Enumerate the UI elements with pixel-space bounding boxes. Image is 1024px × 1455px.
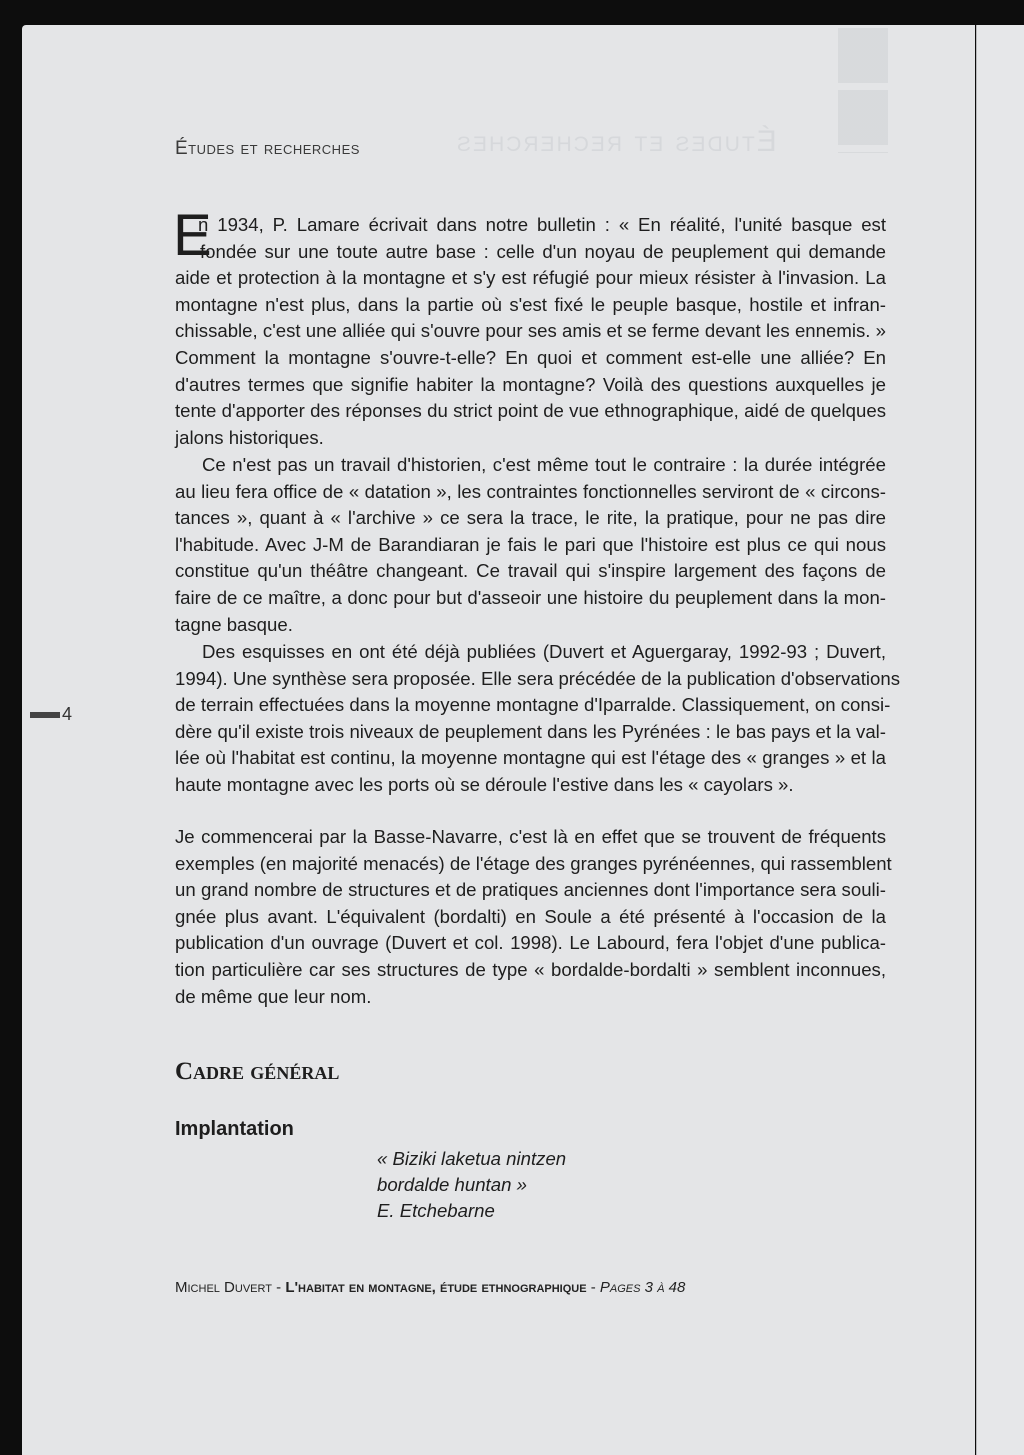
text-line: aide et protection à la montagne et s'y est réfugié pour mieux résister à l'invasion. La (175, 267, 886, 289)
epigraph-line: « Biziki laketua nintzen (377, 1148, 567, 1169)
text-line: au lieu fera office de « datation », les contraintes fonctionnelles serviront de « circons- (175, 480, 886, 502)
text-line: 1994). Une synthèse sera proposée. Elle sera précédée de la publication d'observations (175, 667, 901, 689)
text-line: Je commencerai par la Basse-Navarre, c'est là en effet que se trouvent de fréquents (175, 826, 886, 847)
footer-separator: - (586, 1279, 600, 1296)
text-line: l'habitude. Avec J-M de Barandiaran je fais le pari que l'histoire est plus ce qui nous (175, 533, 886, 555)
text-line: fondée sur une toute autre base : celle d'un noyau de peuplement qui demande (200, 240, 886, 262)
text-line: Ce n'est pas un travail d'historien, c'est même tout le contraire : la durée intégrée (202, 454, 886, 475)
text-line: tion particulière car ses structures de type « bordalde-bordalti » semblent inconnues, (175, 959, 886, 980)
text-line: faire de ce maître, a donc pour but d'asseoir une histoire du peuplement dans la mon- (175, 587, 886, 608)
footer-title: L'habitat en montagne, étude ethnographique (285, 1279, 587, 1296)
drop-cap: E (173, 203, 212, 268)
text-line: tagne basque. (175, 613, 293, 635)
running-head: Études et recherches (175, 138, 360, 159)
section-heading: Cadre général (175, 1058, 340, 1085)
subsection-heading: Implantation (175, 1118, 294, 1140)
text-line: un grand nombre de structures et de pratiques anciennes dont l'importance sera souli- (175, 879, 886, 901)
epigraph-line: bordalde huntan » (377, 1174, 527, 1195)
text-line: de même que leur nom. (175, 985, 372, 1007)
page-number: 4 (62, 704, 73, 724)
text-line: montagne n'est plus, dans la partie où s'est fixé le peuple basque, hostile et infran- (175, 293, 886, 315)
text-line: haute montagne avec les ports où se déroule l'estive dans les « cayolars ». (175, 774, 794, 795)
show-through-running-head: Études et recherches (455, 125, 777, 158)
footer (175, 1279, 685, 1296)
text-line: n 1934, P. Lamare écrivait dans notre bulletin : « En réalité, l'unité basque est (198, 214, 886, 235)
text-line: de terrain effectuées dans la moyenne montagne d'Iparralde. Classiquement, on consi- (175, 694, 891, 716)
text-line: Comment la montagne s'ouvre-t-elle? En quoi et comment est-elle une alliée? En (175, 347, 886, 368)
text-line: chissable, c'est une alliée qui s'ouvre pour ses amis et se ferme devant les ennemis. » (175, 320, 886, 342)
show-through-ornament (838, 28, 888, 153)
text-line: gnée plus avant. L'équivalent (bordalti) en Soule a été présenté à l'occasion de la (175, 905, 886, 927)
text-line: dère qu'il existe trois niveaux de peuplement dans les Pyrénées : le bas pays et la val- (175, 720, 886, 742)
text-line: tente d'apporter des réponses du strict point de vue ethnographique, aidé de quelques (175, 400, 886, 422)
footer-pages: Pages 3 à 48 (599, 1279, 686, 1296)
text-line: Des esquisses en ont été déjà publiées (Duvert et Aguergaray, 1992-93 ; Duvert, (202, 641, 886, 662)
text-line: exemples (en majorité menacés) de l'étage des granges pyrénéennes, qui rassemblent (175, 852, 892, 874)
text-line: tances », quant à « l'archive » ce sera la trace, le rite, la pratique, pour ne pas dire (175, 507, 886, 529)
epigraph-author: E. Etchebarne (377, 1200, 495, 1221)
facing-page-edge (976, 25, 1024, 1455)
footer-separator: - (271, 1279, 286, 1296)
page-number-bar (30, 712, 60, 718)
text-line: d'autres termes que signifie habiter la montagne? Voilà des questions auxquelles je (175, 373, 886, 395)
text-line: lée où l'habitat est continu, la moyenne montagne qui est l'étage des « granges » et la (175, 747, 886, 769)
text-line: constitue qu'un théâtre changeant. Ce travail qui s'inspire largement des façons de (175, 560, 886, 582)
text-line: publication d'un ouvrage (Duvert et col. 1998). Le Labourd, fera l'objet d'une publica- (175, 932, 886, 954)
text-line: jalons historiques. (175, 426, 324, 448)
footer-author: Michel Duvert (175, 1279, 272, 1296)
